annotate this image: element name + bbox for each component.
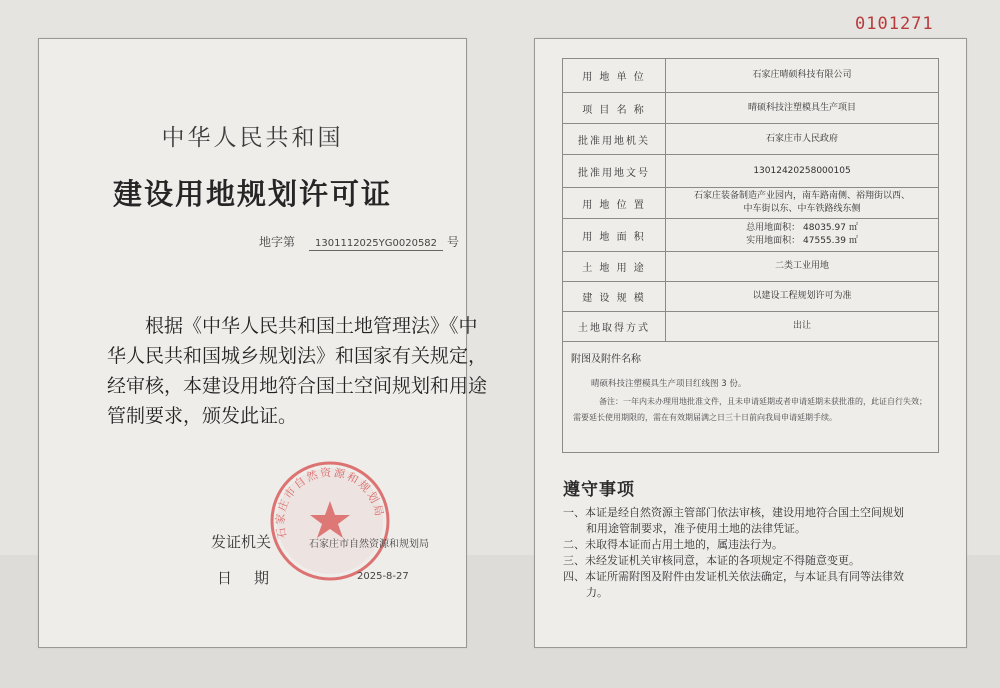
row-label: 用 地 位 置 bbox=[563, 188, 666, 219]
land-info-table bbox=[562, 58, 939, 342]
table-row bbox=[563, 59, 939, 93]
table-row bbox=[563, 155, 939, 188]
row-value: 二类工业用地 bbox=[666, 252, 939, 282]
row-label: 用 地 面 积 bbox=[563, 219, 666, 252]
row-label: 批准用地机关 bbox=[563, 124, 666, 155]
observe-item-4-cont: 力。 bbox=[586, 586, 608, 599]
land-number-suffix: 号 bbox=[447, 235, 460, 249]
country-heading: 中华人民共和国 bbox=[161, 125, 344, 151]
certificate-right-page bbox=[534, 38, 967, 648]
certificate-left-page bbox=[38, 38, 488, 648]
attachments-title: 附图及附件名称 bbox=[571, 354, 641, 365]
row-label: 项 目 名 称 bbox=[563, 93, 666, 124]
observe-item-4: 四、本证所需附图及附件由发证机关依法确定，与本证具有同等法律效 bbox=[563, 570, 904, 583]
date-value: 2025-8-27 bbox=[357, 571, 409, 582]
attachments-note: 备注：一年内未办理用地批准文件，且未申请延期或者申请延期未获批准的，此证自行失效；需要延长使用期限的，需在有效期届满之日三十日前向我局申请延期手续。 bbox=[573, 397, 927, 422]
attachments-box bbox=[562, 342, 939, 453]
seal-text: 石家庄市自然资源和规划局 bbox=[273, 465, 387, 540]
certificate-title: 建设用地规划许可证 bbox=[112, 177, 392, 211]
row-value bbox=[666, 219, 939, 252]
table-row bbox=[563, 124, 939, 155]
row-label: 用 地 单 位 bbox=[563, 59, 666, 93]
observe-item-1-cont: 和用途管制要求，准予使用土地的法律凭证。 bbox=[586, 522, 806, 535]
total-area: 总用地面积： 48035.97 ㎡ bbox=[746, 223, 858, 233]
table-row bbox=[563, 252, 939, 282]
certificate-body: 根据《中华人民共和国土地管理法》《中华人民共和国城乡规划法》和国家有关规定，经审核，本建设用地符合国土空间规划和用途管制要求，颁发此证。 bbox=[107, 315, 488, 427]
land-number-label: 地字第 bbox=[259, 235, 296, 249]
attachments-line: 晴硕科技注塑模具生产项目红线图 3 份。 bbox=[591, 379, 747, 389]
observe-title: 遵守事项 bbox=[563, 480, 635, 500]
row-label: 土地取得方式 bbox=[563, 312, 666, 342]
observe-item-3: 三、未经发证机关审核同意，本证的各项规定不得随意变更。 bbox=[563, 554, 860, 567]
row-value: 石家庄晴硕科技有限公司 bbox=[666, 59, 939, 93]
issuer-label: 发证机关 bbox=[211, 533, 272, 551]
land-number-value: 1301112025YG0020582 bbox=[309, 238, 443, 251]
table-row bbox=[563, 93, 939, 124]
row-value bbox=[666, 188, 939, 219]
date-label: 日期 bbox=[217, 569, 292, 587]
location-line-2: 中车街以东、中车铁路线东侧 bbox=[743, 204, 861, 214]
land-number bbox=[259, 233, 459, 251]
row-value: 石家庄市人民政府 bbox=[666, 124, 939, 155]
observe-item-2: 二、未取得本证而占用土地的，属违法行为。 bbox=[563, 538, 783, 551]
table-row bbox=[563, 188, 939, 219]
observe-item-1: 一、本证是经自然资源主管部门依法审核，建设用地符合国土空间规划 bbox=[563, 506, 904, 519]
row-label: 土 地 用 途 bbox=[563, 252, 666, 282]
observe-list bbox=[563, 505, 953, 601]
official-seal bbox=[266, 457, 394, 585]
row-value: 出让 bbox=[666, 312, 939, 342]
row-label: 建 设 规 模 bbox=[563, 282, 666, 312]
row-value: 晴硕科技注塑模具生产项目 bbox=[666, 93, 939, 124]
issuer-value: 石家庄市自然资源和规划局 bbox=[309, 539, 429, 550]
row-value: 以建设工程规划许可为准 bbox=[666, 282, 939, 312]
serial-number: 0101271 bbox=[855, 14, 934, 34]
actual-area: 实用地面积： 47555.39 ㎡ bbox=[746, 236, 858, 246]
row-value: 13012420258000105 bbox=[666, 155, 939, 188]
table-row bbox=[563, 312, 939, 342]
location-line-1: 石家庄装备制造产业园内，南车路南侧、裕翔街以西、 bbox=[693, 191, 910, 201]
table-row bbox=[563, 219, 939, 252]
row-label: 批准用地文号 bbox=[563, 155, 666, 188]
table-row bbox=[563, 282, 939, 312]
